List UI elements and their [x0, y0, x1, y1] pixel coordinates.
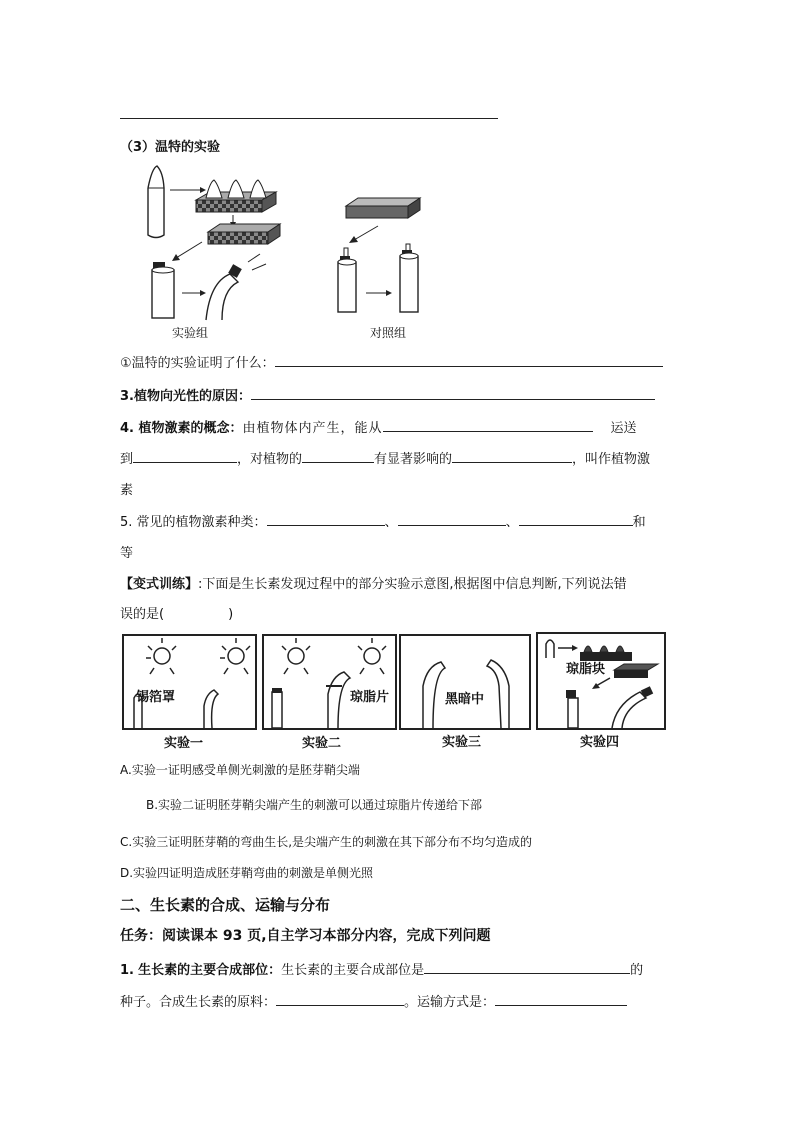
- q4-line3: 素: [120, 483, 134, 498]
- q4-text4: ，对植物的: [237, 452, 303, 467]
- variant-text3: ): [228, 607, 234, 622]
- q5-blank3[interactable]: [519, 511, 633, 526]
- q3-text: 3.植物向光性的原因：: [120, 389, 251, 404]
- q5-sep2: 、: [505, 515, 519, 530]
- q4-text6: ，叫作植物激: [572, 452, 651, 467]
- q5-blank2[interactable]: [398, 511, 506, 526]
- part2-title: 二、生长素的合成、运输与分布: [120, 896, 331, 914]
- part2-q2: [120, 991, 627, 1010]
- q3-question: [120, 385, 655, 404]
- experiment-3-drawing: [401, 636, 529, 728]
- q4-blank3[interactable]: [302, 448, 374, 463]
- q5-blank1[interactable]: [267, 511, 385, 526]
- experiment-panel-2: [262, 634, 397, 730]
- q4-blank4[interactable]: [452, 448, 572, 463]
- experiment-4-drawing: [538, 634, 664, 728]
- option-c[interactable]: C.实验三证明胚芽鞘的弯曲生长,是尖端产生的刺激在其下部分布不均匀造成的: [120, 835, 533, 849]
- experiment-1-drawing: [124, 636, 255, 728]
- panel4-label: 琼脂块: [566, 662, 606, 677]
- part2-q1-tail: 的: [630, 963, 644, 978]
- q1-question: [120, 352, 663, 371]
- option-d[interactable]: D.实验四证明造成胚芽鞘弯曲的刺激是单侧光照: [120, 866, 374, 880]
- variant-label: 【变式训练】: [120, 577, 199, 592]
- panel1-label: 锡箔罩: [136, 690, 176, 705]
- q4-text2: 运送: [610, 421, 637, 436]
- agar-block-with-tips: [196, 180, 276, 212]
- q4-line1: [120, 417, 637, 436]
- part2-q2-blank1[interactable]: [276, 991, 404, 1006]
- top-rule: [120, 118, 498, 119]
- control-agar-block: [346, 198, 420, 218]
- exp-group-caption: 实验组: [172, 326, 209, 340]
- experiment-2-drawing: [264, 636, 395, 728]
- q4-text5: 有显著影响的: [374, 452, 453, 467]
- part2-q2-text2: 。运输方式是：: [404, 995, 496, 1010]
- q5-text: 5. 常见的植物激素种类：: [120, 515, 267, 530]
- variant-line1: [120, 573, 627, 592]
- exp-name-3: 实验三: [442, 735, 482, 750]
- part2-q2-blank2[interactable]: [495, 991, 627, 1006]
- q4-label: 4. 植物激素的概念：: [120, 421, 243, 436]
- variant-text1: :下面是生长素发现过程中的部分实验示意图,根据图中信息判断,下列说法错: [198, 577, 627, 592]
- part2-q1-label: 生长素的主要合成部位：: [138, 963, 282, 978]
- q5-line1: [120, 511, 646, 530]
- part2-q1-text: 生长素的主要合成部位是: [281, 963, 425, 978]
- exp-name-4: 实验四: [580, 735, 620, 750]
- experiment-panel-4: [536, 632, 666, 730]
- option-b[interactable]: B.实验二证明胚芽鞘尖端产生的刺激可以通过琼脂片传递给下部: [146, 798, 483, 812]
- part2-q1-blank[interactable]: [424, 959, 630, 974]
- q5-line2: 等: [120, 546, 134, 561]
- part2-task: 任务：阅读课本 93 页,自主学习本部分内容，完成下列问题: [120, 928, 491, 944]
- q1-answer-blank[interactable]: [275, 352, 663, 367]
- q3-answer-blank[interactable]: [251, 385, 655, 400]
- coleoptile-icon: [148, 166, 164, 238]
- part2-q1-num: 1.: [120, 963, 134, 978]
- part2-q2-text1: 种子。合成生长素的原料：: [120, 995, 277, 1010]
- q4-line2: [120, 448, 650, 467]
- option-a[interactable]: A.实验一证明感受单侧光刺激的是胚芽鞘尖端: [120, 763, 360, 777]
- panel2-label: 琼脂片: [350, 690, 390, 705]
- q5-sep1: 、: [384, 515, 398, 530]
- experiment-panel-1: [122, 634, 257, 730]
- decapitated-coleoptile-with-block: [152, 262, 174, 318]
- q1-text: ①温特的实验证明了什么：: [120, 356, 275, 371]
- q4-blank1[interactable]: [383, 417, 593, 432]
- q4-blank2[interactable]: [133, 448, 237, 463]
- control-coleoptile-1: [338, 248, 356, 312]
- variant-line2: [120, 603, 233, 622]
- variant-text2: 误的是(: [120, 607, 165, 622]
- q4-text3: 到: [120, 452, 134, 467]
- exp-name-2: 实验二: [302, 736, 342, 751]
- q4-text1: 由植物体内产生，能从: [242, 421, 383, 436]
- agar-block: [208, 224, 280, 244]
- q5-sep3: 和: [632, 515, 646, 530]
- experiment-panel-3: [399, 634, 531, 730]
- control-coleoptile-2: [400, 244, 418, 312]
- went-experiment-figure: [130, 160, 450, 345]
- part2-q1: [120, 959, 643, 978]
- panel3-label: 黑暗中: [445, 692, 485, 707]
- exp-name-1: 实验一: [164, 736, 204, 751]
- curved-coleoptile: [206, 264, 242, 320]
- section-title: （3）温特的实验: [120, 140, 221, 155]
- control-group-caption: 对照组: [370, 326, 407, 340]
- variant-answer-blank[interactable]: [164, 604, 228, 618]
